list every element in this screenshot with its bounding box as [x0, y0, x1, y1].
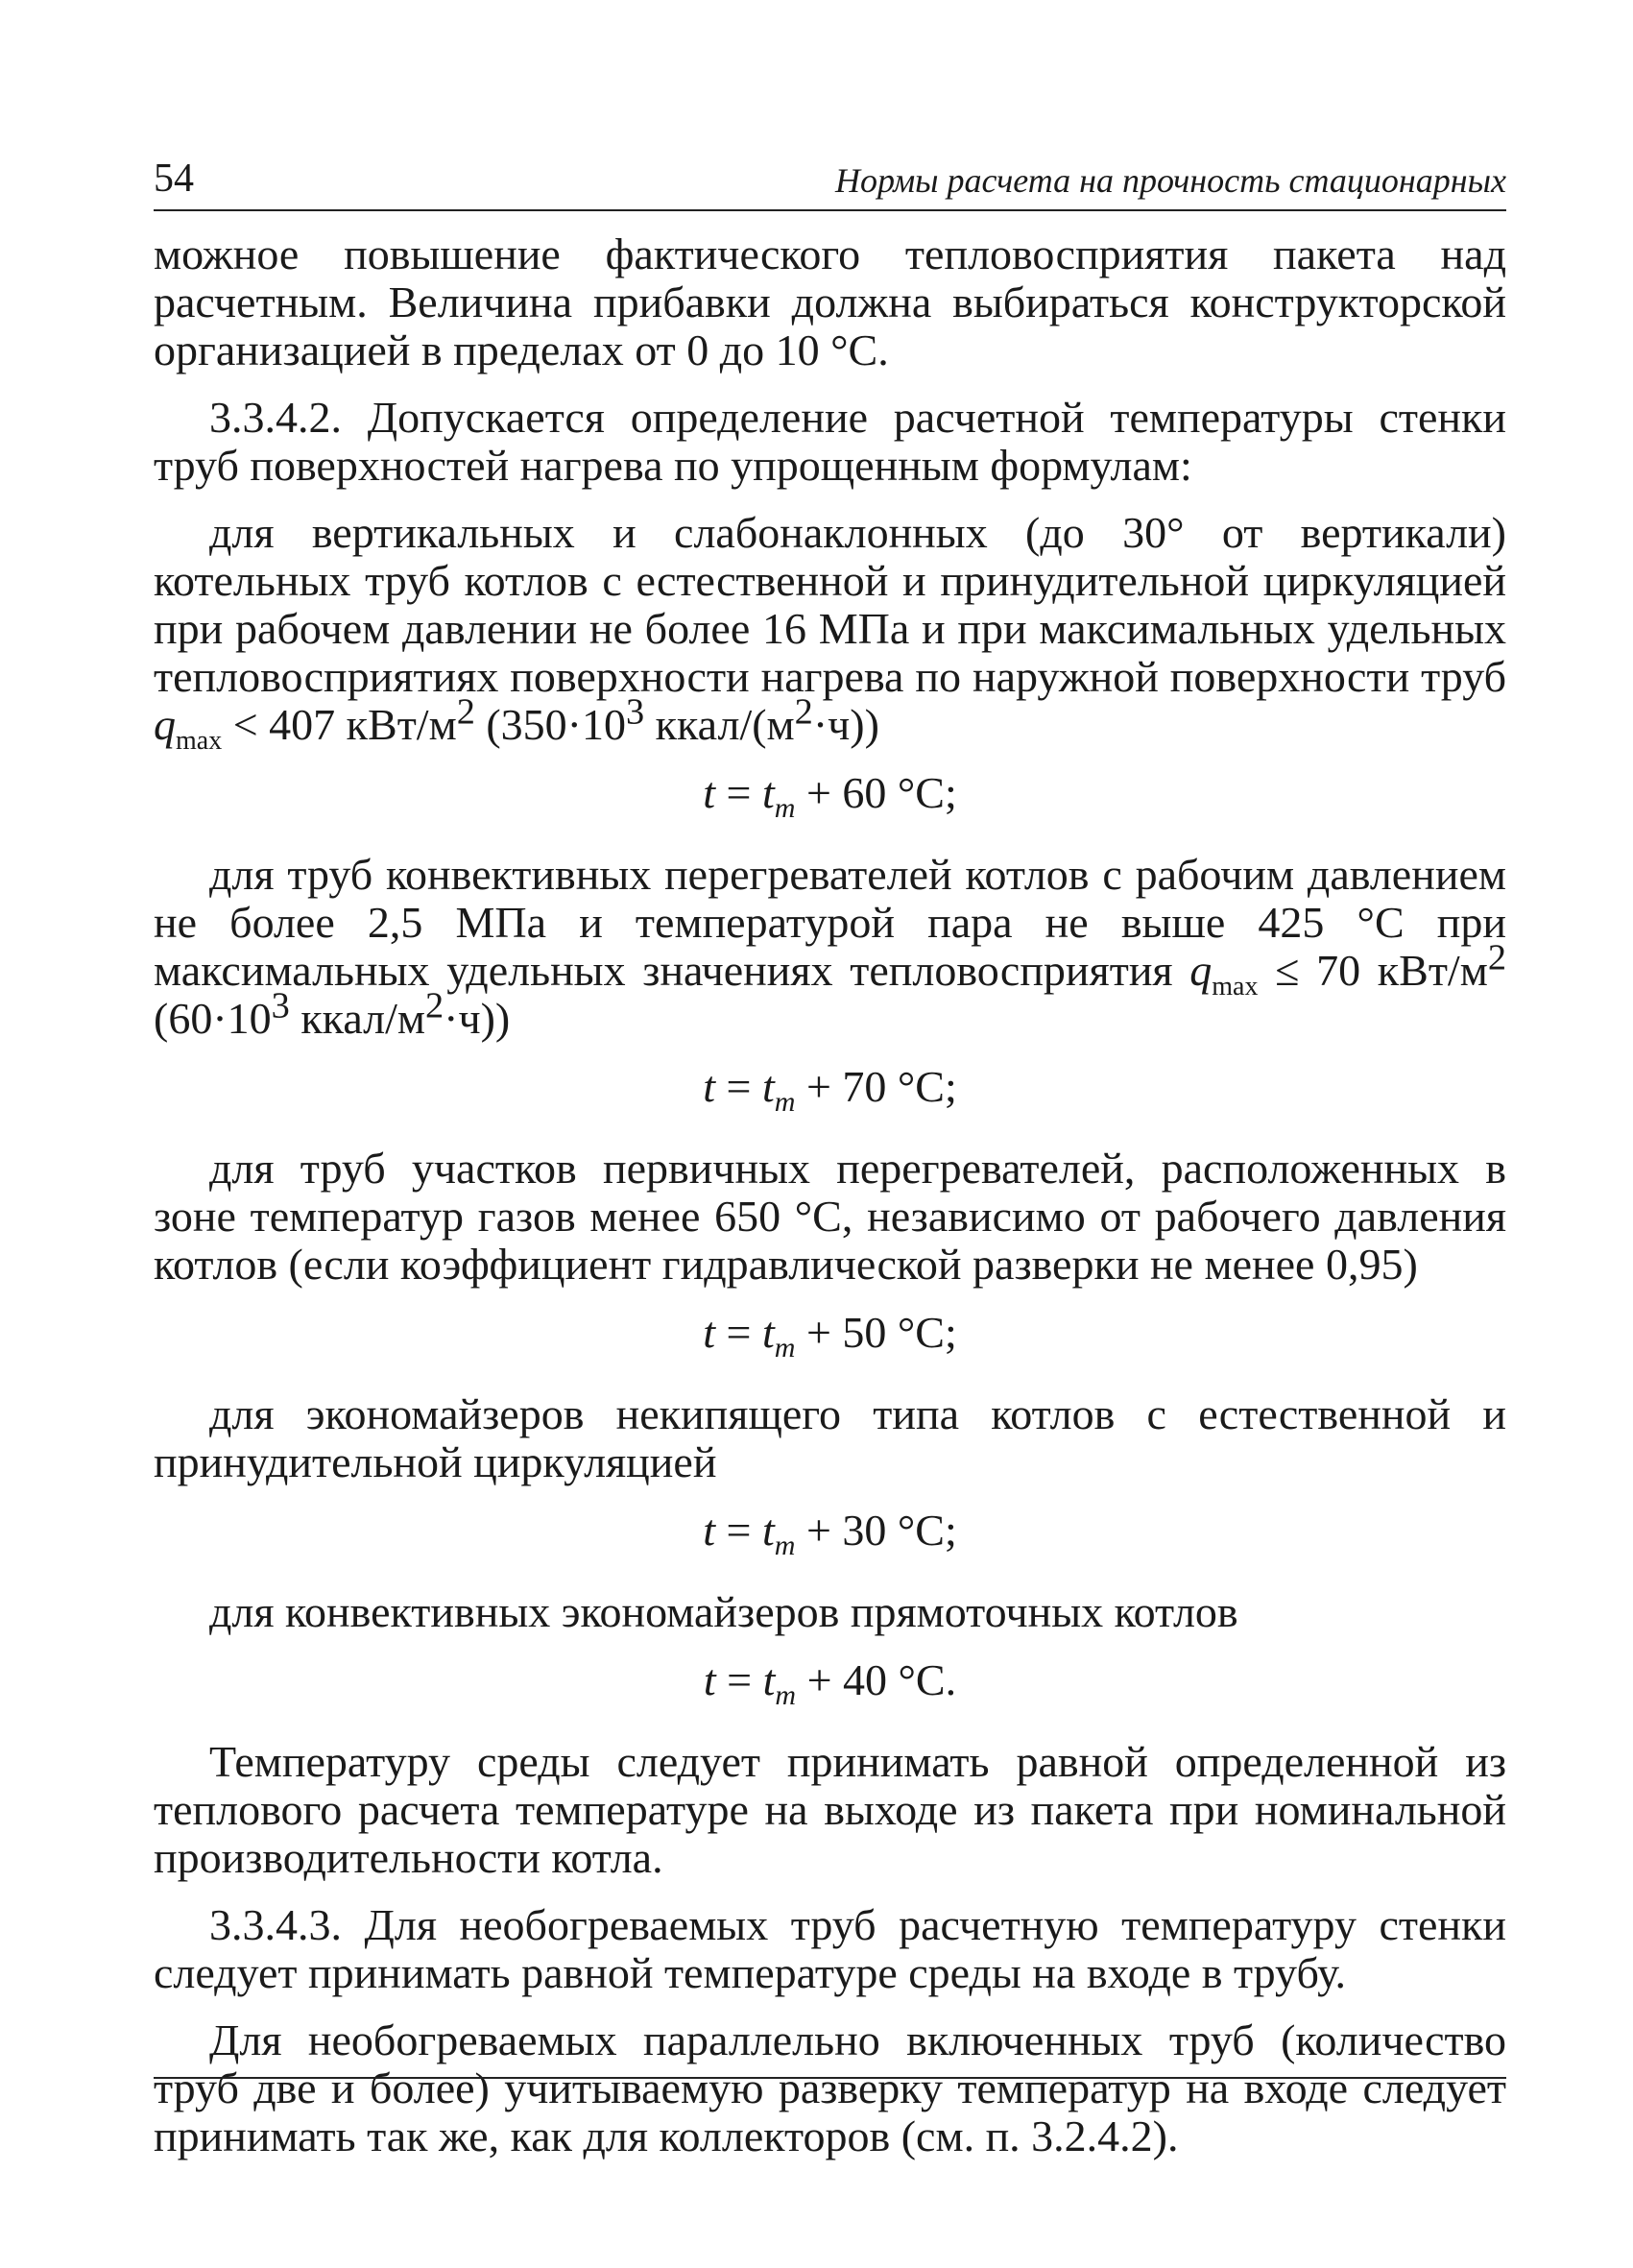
formula-eq: =: [715, 1655, 763, 1704]
paragraph-convective-economizers: для конвективных экономайзеров прямоточных котлов: [209, 1587, 1238, 1636]
formula-sub: m: [774, 792, 796, 825]
paragraph-vertical-tubes-text: для вертикальных и слабонаклонных (до 30° от вертикали) котельных труб котлов с естественной и принудительной циркуляцией при рабочем давлении не более 16 МПа и при максимальных удельных тепловосприятиях поверхности нагрева по наружной поверхности труб: [154, 508, 1506, 701]
formula-rhs: + 50 °С;: [795, 1308, 957, 1357]
paragraph-vertical-tubes: [154, 508, 1506, 757]
formula-rhs: + 60 °С;: [795, 768, 957, 817]
paragraph-continuation: можное повышение фактического тепловосприятия пакета над расчетным. Величина прибавки должна выбираться конструкторской организацией в пределах от 0 до 10 °С.: [154, 229, 1506, 374]
paragraph-medium-temperature: Температуру среды следует принимать равной определенной из теплового расчета температуре на выходе из пакета при номинальной производительности котла.: [154, 1737, 1506, 1882]
page-header: [154, 152, 1506, 211]
limit-sup-1: 2: [456, 691, 475, 733]
formula-sub: m: [774, 1530, 796, 1562]
formula-t: t: [761, 768, 775, 817]
formula-rhs: + 30 °С;: [795, 1506, 957, 1555]
paragraph-primary-superheaters: для труб участков первичных перегревателей, расположенных в зоне температур газов менее 650 °С, независимо от рабочего давления котлов (если коэффициент гидравлической разверки не менее 0,95): [154, 1144, 1506, 1289]
formula-rhs: + 70 °С;: [795, 1062, 957, 1111]
limit-sup-3: 2: [424, 985, 444, 1026]
limit-part-c: ккал/(м: [644, 700, 795, 749]
paragraph-parallel-tubes: Для необогреваемых параллельно включенных труб (количество труб две и более) учитываемую разверку температур на входе следует принимать так же, как для коллекторов (см. п. 3.2.4.2).: [154, 2015, 1506, 2160]
limit-part-b: (60·10: [154, 994, 272, 1043]
formula-plus-30: [154, 1506, 1506, 1562]
qmax-symbol: q: [154, 700, 176, 749]
formula-eq: =: [715, 768, 762, 817]
formula-t: t: [761, 1062, 775, 1111]
formula-t: t: [761, 1506, 775, 1555]
paragraph-3-3-4-2: 3.3.4.2. Допускается определение расчетной температуры стенки труб поверхностей нагрева по упрощенным формулам:: [154, 393, 1506, 490]
qmax-subscript: max: [176, 726, 223, 757]
formula-plus-70: [154, 1062, 1506, 1119]
paragraph-3-3-4-3: 3.3.4.3. Для необогреваемых труб расчетную температуру стенки следует принимать равной температуре среды на входе в трубу.: [154, 1900, 1506, 1997]
paragraph-convective-text: для труб конвективных перегревателей котлов с рабочим давлением не более 2,5 МПа и температурой пара не выше 425 °С при максимальных удельных значениях тепловосприятия: [154, 850, 1506, 995]
page-number: 54: [154, 157, 194, 201]
formula-eq: =: [715, 1062, 762, 1111]
formula-lhs: t: [703, 1506, 716, 1555]
running-title: Нормы расчета на прочность стационарных: [835, 161, 1506, 200]
formula-lhs: t: [703, 768, 716, 817]
formula-lhs: t: [703, 1655, 716, 1704]
formula-plus-50: [154, 1308, 1506, 1364]
limit-part-d: ·ч)): [444, 994, 511, 1043]
formula-sub: m: [774, 1332, 796, 1364]
formula-plus-60: [154, 768, 1506, 825]
formula-sub: m: [775, 1679, 797, 1712]
limit-sup-2: 3: [271, 985, 290, 1026]
paragraph-economizers: для экономайзеров некипящего типа котлов с естественной и принудительной циркуляцией: [154, 1389, 1506, 1486]
formula-lhs: t: [703, 1308, 716, 1357]
formula-t: t: [762, 1655, 776, 1704]
limit-part-d: ·ч)): [812, 700, 879, 749]
formula-t: t: [761, 1308, 775, 1357]
limit-sup-3: 2: [794, 691, 813, 733]
page-body: [154, 230, 1506, 2180]
formula-rhs: + 40 °С.: [796, 1655, 957, 1704]
formula-sub: m: [774, 1086, 796, 1119]
formula-eq: =: [715, 1308, 762, 1357]
formula-lhs: t: [703, 1062, 716, 1111]
limit-part-a: ≤ 70 кВт/м: [1258, 946, 1488, 995]
paragraph-convective-superheaters: [154, 851, 1506, 1043]
formula-eq: =: [715, 1506, 762, 1555]
limit-sup-1: 2: [1487, 937, 1506, 978]
formula-plus-40: [154, 1655, 1506, 1712]
qmax-symbol: q: [1189, 946, 1213, 995]
limit-part-c: ккал/м: [289, 994, 425, 1043]
limit-sup-2: 3: [626, 691, 645, 733]
bottom-rule: [154, 2077, 1506, 2079]
limit-part-a: < 407 кВт/м: [222, 700, 457, 749]
limit-part-b: (350·10: [474, 700, 626, 749]
qmax-subscript: max: [1212, 972, 1259, 1002]
